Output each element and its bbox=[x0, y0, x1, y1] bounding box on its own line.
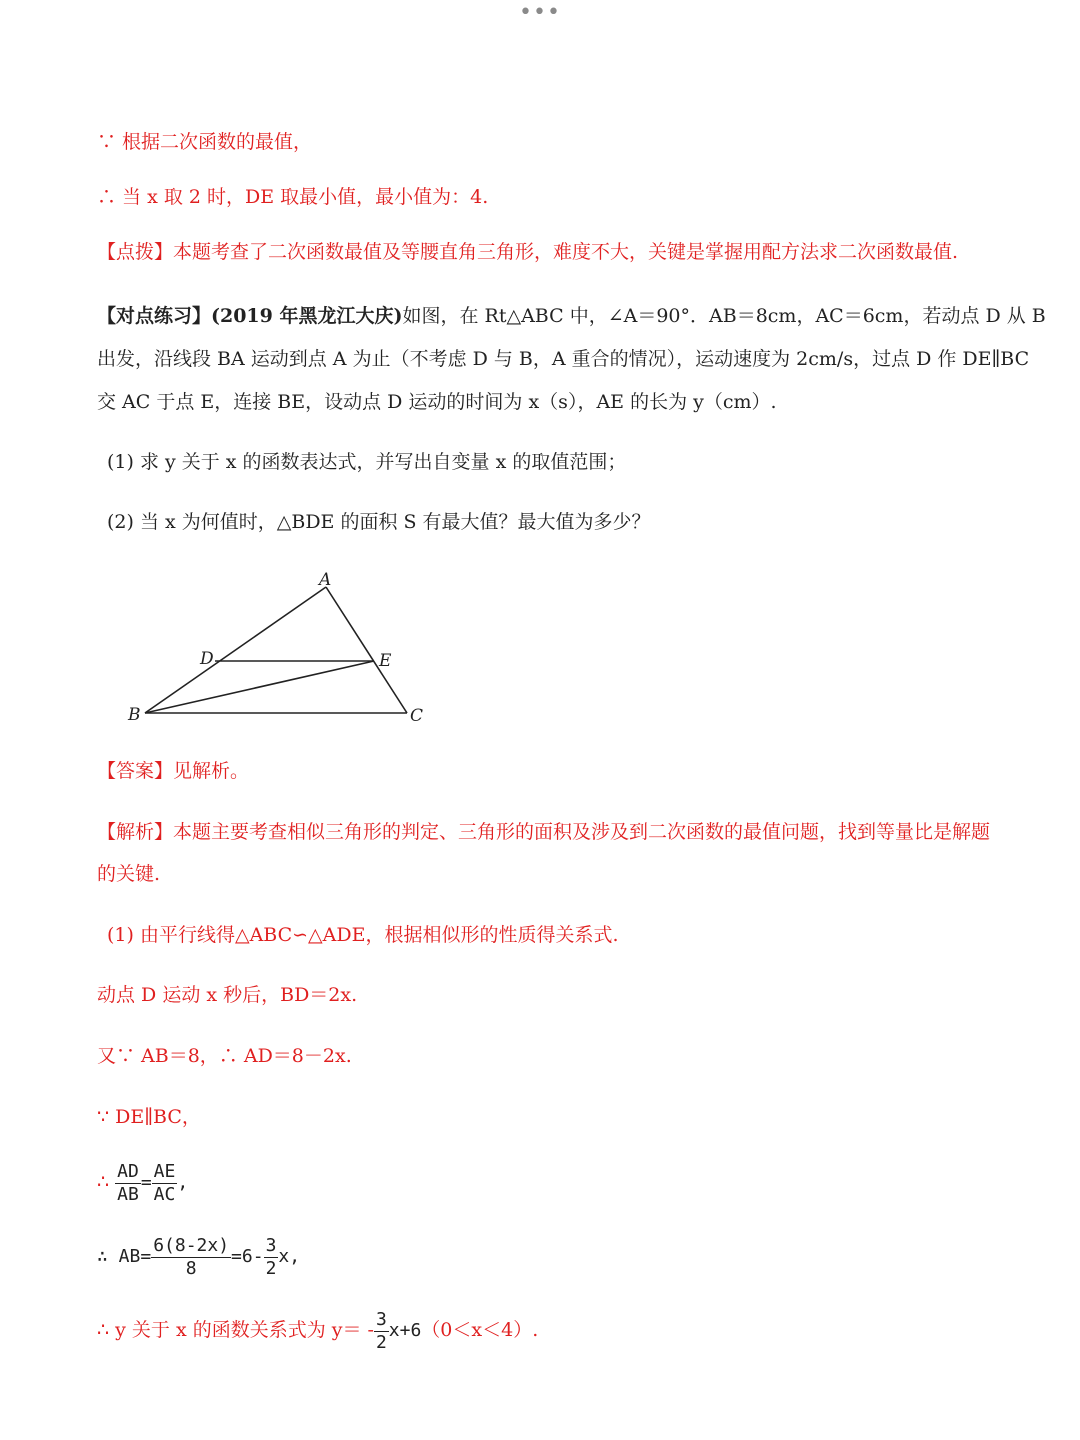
analysis-line-1: 【解析】本题主要考查相似三角形的判定、三角形的面积及涉及到二次函数的最值问题，找到等量比是解题 bbox=[97, 821, 991, 843]
solution-line-1: ∵ 根据二次函数的最值， bbox=[97, 131, 313, 153]
segment-be bbox=[145, 661, 374, 713]
segment-ac bbox=[326, 587, 407, 713]
fraction-ad-ab: $\frac{AD}{AB}$ bbox=[117, 1160, 139, 1205]
label-e: E bbox=[379, 651, 392, 671]
analysis-line-2: 的关键. bbox=[97, 863, 161, 885]
answer-label: 【答案】见解析。 bbox=[97, 760, 250, 782]
step-2: 动点 D 运动 x 秒后，BD＝2x. bbox=[97, 984, 358, 1006]
question-2: (2) 当 x 为何值时，△BDE 的面积 S 有最大值？最大值为多少？ bbox=[107, 511, 651, 533]
question-1: (1) 求 y 关于 x 的函数表达式，并写出自变量 x 的取值范围； bbox=[107, 451, 627, 473]
tip-paragraph: 【点拨】本题考查了二次函数最值及等腰直角三角形，难度不大，关键是掌握用配方法求二次函数最值. bbox=[97, 241, 959, 263]
exercise-line-3: 交 AC 于点 E，连接 BE，设动点 D 运动的时间为 x（s），AE 的长为 y（cm）. bbox=[97, 391, 777, 413]
fraction-3-over-2: $\frac{3}{2}$ bbox=[265, 1234, 277, 1279]
exercise-text-1: 如图，在 Rt△ABC 中，∠A＝90°．AB＝8cm，AC＝6cm，若动点 D 从 B bbox=[402, 305, 1046, 327]
label-b: B bbox=[128, 705, 141, 725]
fraction-6-8-2x-over-8: $\frac{6(8-2x)}{8}$ bbox=[153, 1234, 230, 1279]
triangle-figure bbox=[120, 565, 440, 735]
exercise-line-2: 出发，沿线段 BA 运动到点 A 为止（不考虑 D 与 B，A 重合的情况），运动速度为 2cm/s，过点 D 作 DE∥BC bbox=[97, 348, 1030, 370]
step-6-equation: ∴ AB= $\frac{6(8-2x)}{8}$ =6- $\frac{3}{2}$ x, bbox=[97, 1234, 301, 1279]
more-options-icon[interactable]: ••• bbox=[519, 0, 561, 25]
fraction-3-over-2-b: $\frac{3}{2}$ bbox=[375, 1308, 387, 1353]
step-5-equation: ∴ $\frac{AD}{AB}$ = $\frac{AE}{AC}$ , bbox=[97, 1160, 189, 1205]
step-4: ∵ DE∥BC， bbox=[97, 1106, 201, 1128]
solution-line-2: ∴ 当 x 取 2 时，DE 取最小值，最小值为：4. bbox=[97, 186, 489, 208]
exercise-line-1 bbox=[97, 305, 1046, 327]
label-c: C bbox=[410, 706, 424, 726]
step-7-function: ∴ y 关于 x 的函数关系式为 y＝ - $\frac{3}{2}$ x+6（0＜x＜4）. bbox=[97, 1308, 539, 1353]
exercise-label: 【对点练习】(2019 年黑龙江大庆) bbox=[97, 305, 403, 327]
label-d: D bbox=[200, 649, 214, 669]
label-a: A bbox=[319, 570, 332, 590]
step-3: 又∵ AB＝8，∴ AD＝8－2x. bbox=[97, 1045, 352, 1067]
step-1: (1) 由平行线得△ABC∽△ADE，根据相似形的性质得关系式. bbox=[107, 924, 619, 946]
fraction-ae-ac: $\frac{AE}{AC}$ bbox=[153, 1160, 176, 1205]
segment-ab bbox=[145, 587, 326, 713]
